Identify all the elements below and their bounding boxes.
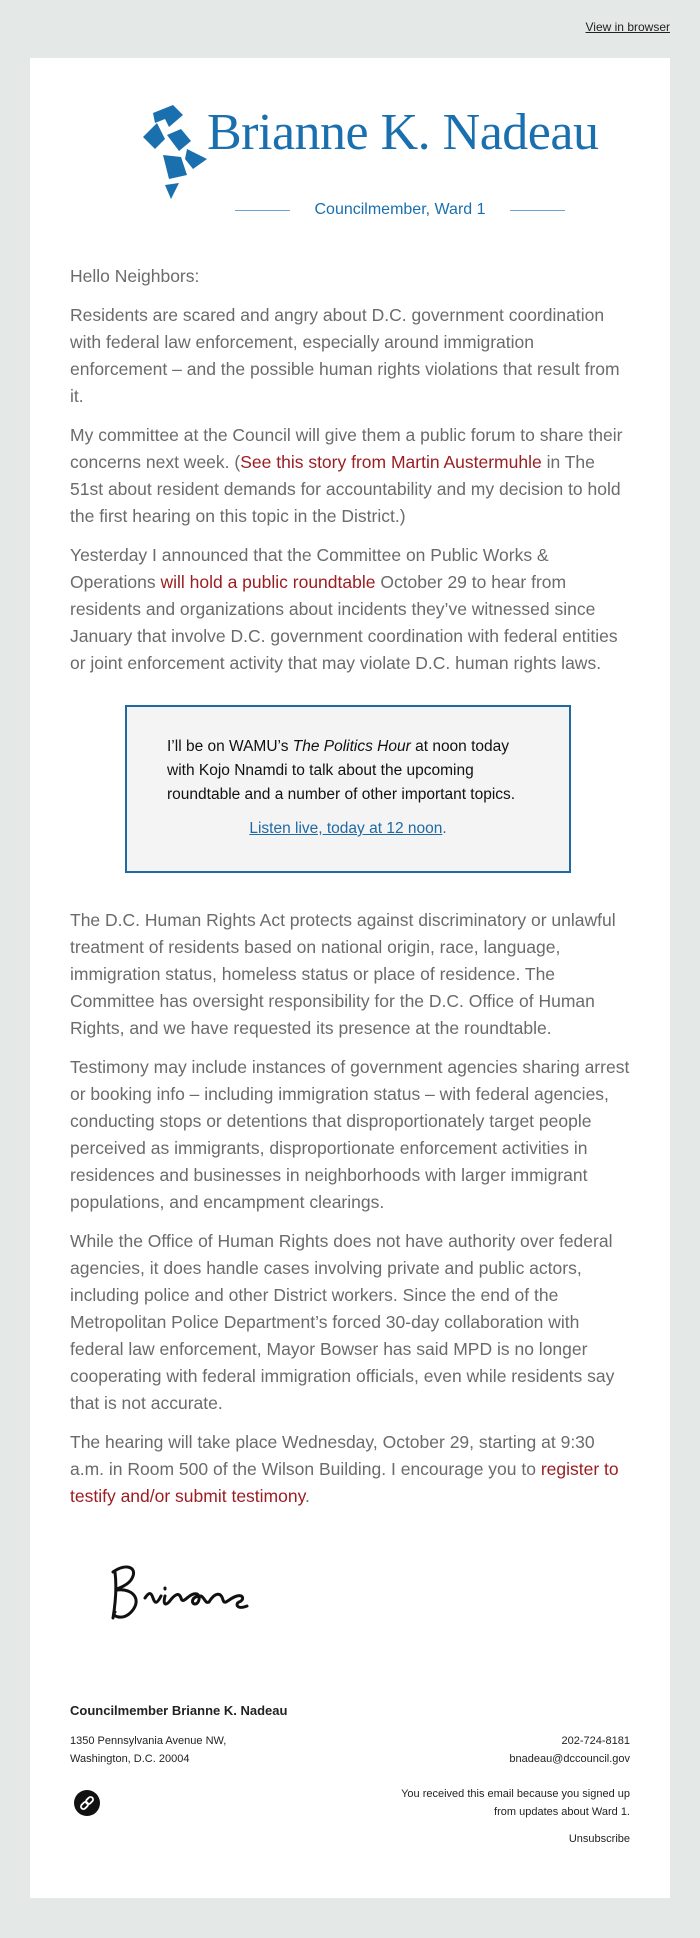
paragraph-4: The D.C. Human Rights Act protects against discriminatory or unlawful treatment of residents based on national origin, race, language, immigration status, homeless status or place of residence. The Committee has oversight responsibility for the D.C. Office of Human Rights, and we have requested its presence at the roundtable. <box>70 910 616 1038</box>
listen-live-suffix: . <box>442 820 447 837</box>
link-chain-icon <box>74 1790 100 1816</box>
callout-text <box>167 735 529 807</box>
paragraph-5: Testimony may include instances of government agencies sharing arrest or booking info – including immigration status – with federal agencies, conducting stops or detentions that disproportionately target people perceived as immigrants, disproportionate enforcement activities in residences and businesses in neighborhoods with larger immigrant populations, and encampment clearings. <box>70 1057 630 1212</box>
logo <box>105 103 599 218</box>
paragraph-7 <box>70 1429 630 1510</box>
signature-image <box>105 1558 275 1628</box>
paragraph-2 <box>70 422 630 530</box>
website-link-icon[interactable] <box>74 1790 100 1816</box>
logo-name: Brianne K. Nadeau <box>207 104 599 161</box>
footer-phone: 202-724-8181 <box>561 1735 630 1747</box>
top-bar <box>0 0 700 58</box>
logo-subtitle-row <box>235 201 565 221</box>
listen-live-link[interactable]: Listen live, today at 12 noon <box>249 820 443 837</box>
callout-text-b: at noon today with Kojo Nnamdi to talk about the upcoming roundtable and a number of other important topics. <box>167 738 516 803</box>
paragraph-7-text-a: The hearing will take place Wednesday, October 29, starting at 9:30 a.m. in Room 500 of the Wilson Building. I encourage you to <box>70 1432 595 1479</box>
subscription-note <box>360 1785 630 1821</box>
footer <box>70 1703 630 1772</box>
subscription-note-line-2: from updates about Ward 1. <box>494 1806 630 1818</box>
logo-subtitle: Councilmember, Ward 1 <box>314 201 486 218</box>
paragraph-2-text-a: My committee at the Council will give them a public forum to share their concerns next week. ( <box>70 425 623 472</box>
logo-line-right <box>510 210 565 211</box>
footer-contact-row <box>70 1732 630 1772</box>
view-in-browser-link[interactable]: View in browser <box>585 20 670 34</box>
footer-contact <box>509 1732 630 1768</box>
register-testify-link[interactable]: register to testify and/or submit testimony <box>70 1459 619 1506</box>
address-line-1: 1350 Pennsylvania Avenue NW, <box>70 1735 227 1747</box>
listen-live-row <box>167 817 529 841</box>
paragraph-7-text-b: . <box>305 1486 310 1506</box>
email-body <box>70 263 630 1522</box>
paragraph-6: While the Office of Human Rights does not have authority over federal agencies, it does handle cases involving private and public actors, including police and other District workers. Since the end of the Metropolitan Police Department’s forced 30-day collaboration with federal law enforcement, Mayor Bowser has said MPD is no longer cooperating with federal immigration officials, even while residents say that is not accurate. <box>70 1231 615 1413</box>
callout-text-a: I’ll be on WAMU’s <box>167 738 293 755</box>
public-roundtable-link[interactable]: will hold a public roundtable <box>160 572 376 592</box>
email-card <box>30 58 670 1898</box>
paragraph-3 <box>70 542 630 677</box>
footer-name: Councilmember Brianne K. Nadeau <box>70 1703 288 1718</box>
logo-line-left <box>235 210 290 211</box>
callout-show-title: The Politics Hour <box>292 738 411 755</box>
unsubscribe-link[interactable]: Unsubscribe <box>568 1833 630 1845</box>
subscription-note-line-1: You received this email because you signed up <box>401 1788 630 1800</box>
footer-email[interactable]: bnadeau@dccouncil.gov <box>509 1753 630 1765</box>
paragraph-3-text-b: October 29 to hear from residents and organizations about incidents they’ve witnessed since January that involve D.C. government coordination with federal entities or joint enforcement activity that may violate D.C. human rights laws. <box>70 572 618 673</box>
paragraph-1: Residents are scared and angry about D.C. government coordination with federal law enforcement, especially around immigration enforcement – and the possible human rights violations that result from it. <box>70 305 620 406</box>
paragraph-3-text-a: Yesterday I announced that the Committee on Public Works & Operations <box>70 545 549 592</box>
address-line-2: Washington, D.C. 20004 <box>70 1753 190 1765</box>
austermuhle-story-link[interactable]: See this story from Martin Austermuhle <box>240 452 542 472</box>
footer-address <box>70 1732 226 1768</box>
radio-callout-box <box>125 705 571 873</box>
greeting: Hello Neighbors: <box>70 266 200 286</box>
logo-mark-icon <box>135 105 215 200</box>
paragraph-2-text-b: in The 51st about resident demands for accountability and my decision to hold the first hearing on this topic in the District.) <box>70 452 621 526</box>
